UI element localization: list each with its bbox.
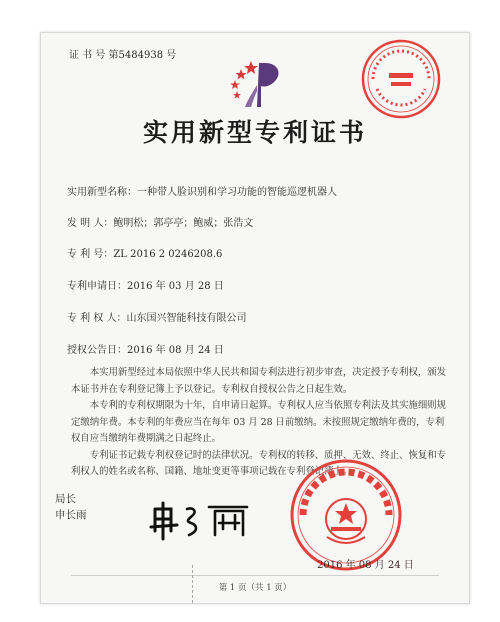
patent-office-logo-icon (221, 55, 291, 111)
signatory-name: 申长雨 (55, 509, 87, 521)
page-footer: 第 1 页（共 1 页） (218, 583, 292, 593)
field-value: 一种带人脸识别和学习功能的智能巡逻机器人 (137, 187, 337, 198)
field-value: 2016 年 03 月 28 日 (127, 281, 224, 292)
field-label: 实用新型名称： (67, 187, 137, 198)
footer-divider (71, 575, 439, 576)
field-label: 发 明 人： (67, 218, 114, 229)
office-seal-top-icon (359, 37, 443, 121)
field-utility-name (67, 183, 337, 198)
certificate-number: 证 书 号 第5484938 号 (69, 50, 177, 61)
field-patent-number (67, 245, 222, 260)
national-seal-icon (281, 453, 411, 571)
handwritten-signature-icon (149, 501, 259, 541)
body-paragraph: 本实用新型经过本局依照中华人民共和国专利法进行初步审查，决定授予专利权，颁发本证书并在专利登记簿上予以登记。专利权自授权公告之日起生效。 (71, 367, 447, 395)
field-label: 授权公告日： (67, 345, 127, 356)
body-paragraph: 本专利的专利权期限为十年，自申请日起算。专利权人应当依照专利法及其实施细则规定缴纳年费。本专利的年费应当在每年 03 月 28 日前缴纳。未按照规定缴纳年费的，专利权自应当缴纳年费期满之日起终止。 (71, 400, 447, 444)
certificate-title: 实用新型专利证书 (142, 118, 367, 147)
field-patentee (67, 309, 247, 324)
field-value: 2016 年 08 月 24 日 (127, 345, 224, 356)
certificate-paper (40, 32, 470, 604)
field-value: ZL 2016 2 0246208.6 (113, 249, 223, 260)
field-label: 专利申请日： (67, 281, 127, 292)
seal-date: 2016 年 08 月 24 日 (317, 560, 414, 571)
signatory-role: 局长 (55, 493, 76, 505)
body-paragraph: 专利证书记载专利权登记时的法律状况。专利权的转移、质押、无效、终止、恢复和专利权人的姓名或名称、国籍、地址变更等事项记载在专利登记簿上。 (71, 449, 447, 477)
field-value: 鲍明松；郭亭亭；鲍威；张浩文 (113, 218, 254, 229)
field-filing-date (67, 277, 224, 292)
field-grant-date (67, 341, 224, 356)
field-label: 专 利 号： (67, 249, 114, 260)
field-label: 专 利 权 人： (67, 313, 127, 324)
field-value: 山东国兴智能科技有限公司 (126, 313, 247, 324)
field-inventor (67, 214, 253, 229)
